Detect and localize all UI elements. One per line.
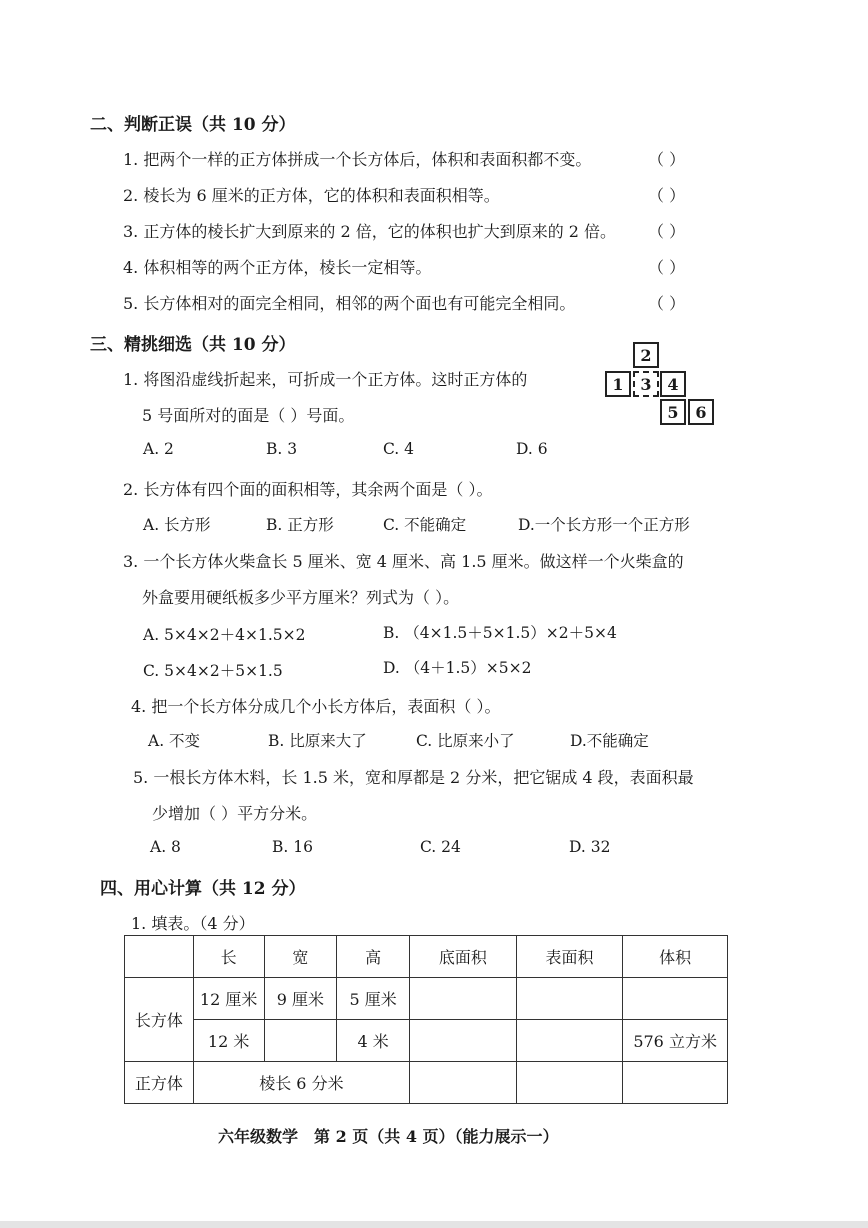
net-face-3: 3 bbox=[633, 371, 659, 397]
q4-option-d[interactable]: D.不能确定 bbox=[570, 732, 649, 750]
cube-volume-input[interactable] bbox=[623, 1062, 728, 1104]
fill-in-table bbox=[124, 935, 728, 1104]
choice-q1-line1: 1. 将图沿虚线折起来，可折成一个正方体。这时正方体的 bbox=[123, 370, 528, 389]
answer-paren-4[interactable]: （ ） bbox=[648, 258, 686, 277]
q2-option-b[interactable]: B. 正方形 bbox=[266, 516, 334, 534]
cube-base-area-input[interactable] bbox=[410, 1062, 517, 1104]
cell-length: 12 厘米 bbox=[193, 978, 264, 1020]
q3-option-d[interactable]: D. （4＋1.5）×5×2 bbox=[383, 659, 532, 677]
cube-edge: 棱长 6 分米 bbox=[193, 1062, 409, 1104]
q1-option-c[interactable]: C. 4 bbox=[383, 440, 415, 458]
net-face-6: 6 bbox=[688, 399, 714, 425]
judge-item-4: 4. 体积相等的两个正方体，棱长一定相等。 bbox=[123, 258, 432, 277]
q3-option-c[interactable]: C. 5×4×2＋5×1.5 bbox=[143, 662, 283, 680]
cell-height: 5 厘米 bbox=[337, 978, 410, 1020]
answer-paren-2[interactable]: （ ） bbox=[648, 186, 686, 205]
page-footer: 六年级数学 第 2 页（共 4 页）（能力展示一） bbox=[218, 1127, 559, 1146]
net-face-2: 2 bbox=[633, 342, 659, 368]
cuboid-label: 长方体 bbox=[125, 978, 194, 1062]
header-base-area: 底面积 bbox=[410, 936, 517, 978]
cell-volume: 576 立方米 bbox=[623, 1020, 728, 1062]
q5-option-a[interactable]: A. 8 bbox=[150, 838, 181, 856]
table-header-row bbox=[125, 936, 728, 978]
choice-q5-line2: 少增加（ ）平方分米。 bbox=[152, 804, 318, 823]
choice-q1-line2: 5 号面所对的面是（ ）号面。 bbox=[142, 406, 355, 425]
net-face-1: 1 bbox=[605, 371, 631, 397]
choice-q2-line1: 2. 长方体有四个面的面积相等，其余两个面是（ ）。 bbox=[123, 480, 493, 499]
scan-edge-divider bbox=[0, 1221, 868, 1228]
q2-option-d[interactable]: D.一个长方形一个正方形 bbox=[518, 516, 690, 534]
net-face-4: 4 bbox=[660, 371, 686, 397]
cell-volume-input[interactable] bbox=[623, 978, 728, 1020]
section-4-title: 四、用心计算（共 12 分） bbox=[100, 879, 306, 899]
table-row bbox=[125, 978, 728, 1020]
header-width: 宽 bbox=[264, 936, 337, 978]
section-3-title: 三、精挑细选（共 10 分） bbox=[90, 335, 296, 355]
header-volume: 体积 bbox=[623, 936, 728, 978]
q4-option-a[interactable]: A. 不变 bbox=[148, 732, 201, 750]
q5-option-b[interactable]: B. 16 bbox=[272, 838, 313, 856]
judge-item-5: 5. 长方体相对的面完全相同，相邻的两个面也有可能完全相同。 bbox=[123, 294, 576, 313]
cell-length: 12 米 bbox=[193, 1020, 264, 1062]
cell-surface-area-input[interactable] bbox=[516, 978, 623, 1020]
q1-option-a[interactable]: A. 2 bbox=[143, 440, 174, 458]
q2-option-a[interactable]: A. 长方形 bbox=[143, 516, 211, 534]
choice-q3-line1: 3. 一个长方体火柴盒长 5 厘米、宽 4 厘米、高 1.5 厘米。做这样一个火柴盒的 bbox=[123, 552, 684, 571]
judge-item-2: 2. 棱长为 6 厘米的正方体，它的体积和表面积相等。 bbox=[123, 186, 500, 205]
cell-surface-area-input[interactable] bbox=[516, 1020, 623, 1062]
cell-base-area-input[interactable] bbox=[410, 978, 517, 1020]
q2-option-c[interactable]: C. 不能确定 bbox=[383, 516, 467, 534]
cell-base-area-input[interactable] bbox=[410, 1020, 517, 1062]
header-height: 高 bbox=[337, 936, 410, 978]
choice-q5-line1: 5. 一根长方体木料，长 1.5 米，宽和厚都是 2 分米，把它锯成 4 段，表面积最 bbox=[133, 768, 694, 787]
choice-q4-line1: 4. 把一个长方体分成几个小长方体后，表面积（ ）。 bbox=[131, 697, 501, 716]
header-length: 长 bbox=[193, 936, 264, 978]
q1-option-d[interactable]: D. 6 bbox=[516, 440, 548, 458]
section-2-title: 二、判断正误（共 10 分） bbox=[90, 115, 296, 135]
table-row bbox=[125, 1062, 728, 1104]
cell-width: 9 厘米 bbox=[264, 978, 337, 1020]
answer-paren-5[interactable]: （ ） bbox=[648, 294, 686, 313]
table-row bbox=[125, 1020, 728, 1062]
q4-option-b[interactable]: B. 比原来大了 bbox=[268, 732, 367, 750]
q4-option-c[interactable]: C. 比原来小了 bbox=[416, 732, 515, 750]
q3-option-b[interactable]: B. （4×1.5＋5×1.5）×2＋5×4 bbox=[383, 624, 617, 642]
judge-item-3: 3. 正方体的棱长扩大到原来的 2 倍，它的体积也扩大到原来的 2 倍。 bbox=[123, 222, 617, 241]
answer-paren-1[interactable]: （ ） bbox=[648, 150, 686, 169]
cell-height: 4 米 bbox=[337, 1020, 410, 1062]
net-face-5: 5 bbox=[660, 399, 686, 425]
cube-label: 正方体 bbox=[125, 1062, 194, 1104]
q5-option-c[interactable]: C. 24 bbox=[420, 838, 461, 856]
header-surface-area: 表面积 bbox=[516, 936, 623, 978]
answer-paren-3[interactable]: （ ） bbox=[648, 222, 686, 241]
q1-option-b[interactable]: B. 3 bbox=[266, 440, 298, 458]
choice-q3-line2: 外盒要用硬纸板多少平方厘米？列式为（ ）。 bbox=[142, 588, 460, 607]
judge-item-1: 1. 把两个一样的正方体拼成一个长方体后，体积和表面积都不变。 bbox=[123, 150, 592, 169]
cell-width-input[interactable] bbox=[264, 1020, 337, 1062]
cube-surface-area-input[interactable] bbox=[516, 1062, 623, 1104]
q3-option-a[interactable]: A. 5×4×2＋4×1.5×2 bbox=[143, 626, 306, 644]
cube-net-diagram bbox=[603, 342, 718, 427]
table-instruction: 1. 填表。（4 分） bbox=[131, 914, 255, 933]
header-empty bbox=[125, 936, 194, 978]
q5-option-d[interactable]: D. 32 bbox=[569, 838, 611, 856]
